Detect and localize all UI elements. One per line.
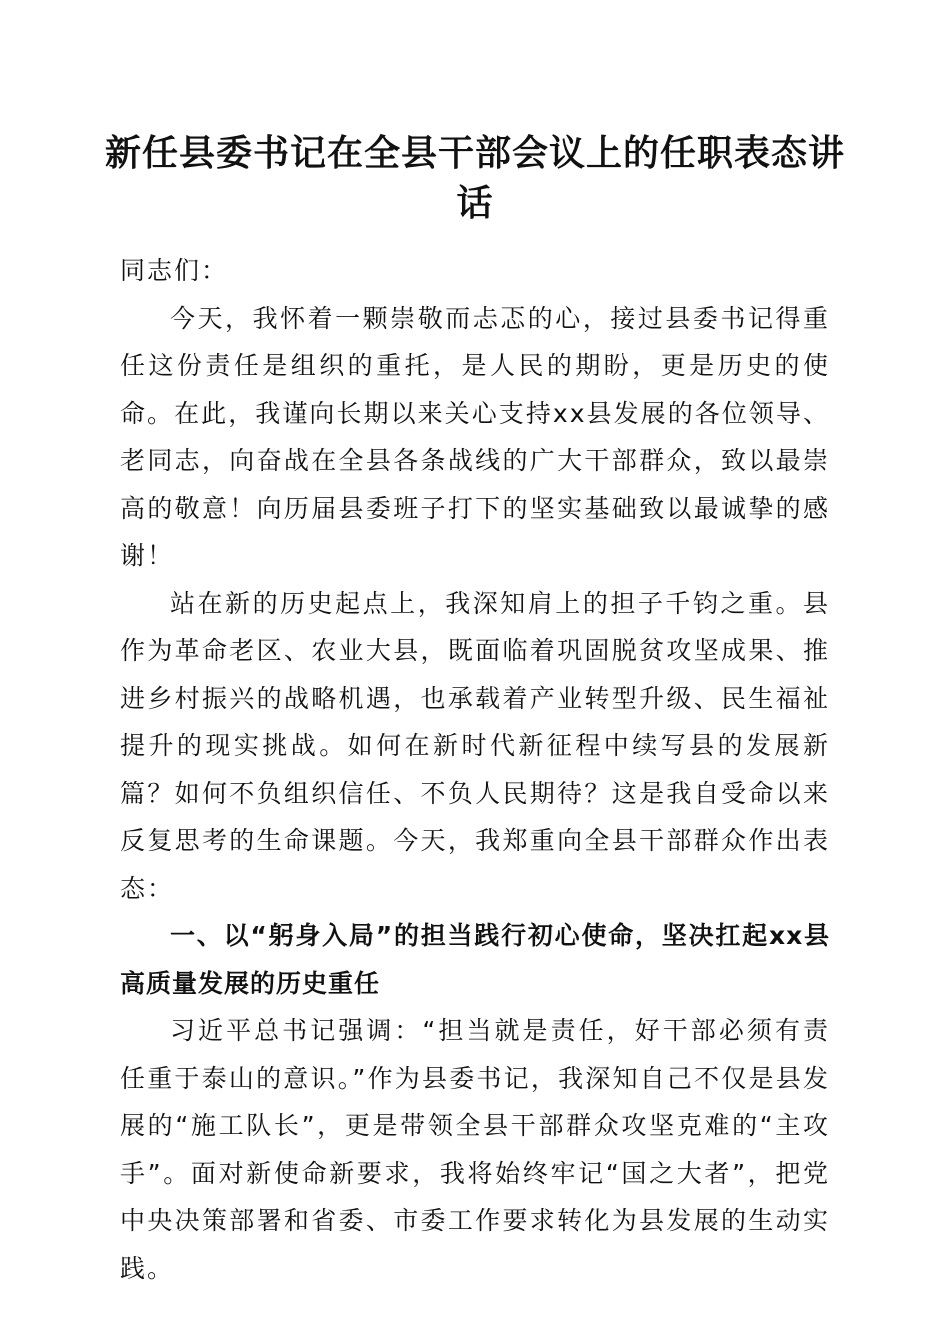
salutation: 同志们： (120, 256, 229, 285)
document-body (120, 247, 830, 1292)
paragraph-challenges: 站在新的历史起点上，我深知肩上的担子千钧之重。县作为革命老区、农业大县，既面临着巩固脱贫攻坚成果、推进乡村振兴的战略机遇，也承载着产业转型升级、民生福祉提升的现实挑战。如何在新时代新征程中续写县的发展新篇？如何不负组织信任、不负人民期待？这是我自受命以来反复思考的生命课题。今天，我郑重向全县干部群众作出表态： (120, 588, 830, 903)
document-title: 新任县委书记在全县干部会议上的任职表态讲话 (105, 132, 846, 224)
section-1-paragraph: 习近平总书记强调：“担当就是责任，好干部必须有责任重于泰山的意识。”作为县委书记，我深知自己不仅是县发展的“施工队长”，更是带领全县干部群众攻坚克难的“主攻手”。面对新使命新要求，我将始终牢记“国之大者”，把党中央决策部署和省委、市委工作要求转化为县发展的生动实践。 (120, 1016, 830, 1283)
section-heading-1: 一、以“躬身入局”的担当践行初心使命，坚决扛起xx县高质量发展的历史重任 (120, 921, 830, 998)
paragraph-opening: 今天，我怀着一颗崇敬而忐忑的心，接过县委书记得重任这份责任是组织的重托，是人民的期盼，更是历史的使命。在此，我谨向长期以来关心支持xx县发展的各位领导、老同志，向奋战在全县各条战线的广大干部群众，致以最崇高的敬意！向历届县委班子打下的坚实基础致以最诚挚的感谢！ (120, 303, 830, 570)
